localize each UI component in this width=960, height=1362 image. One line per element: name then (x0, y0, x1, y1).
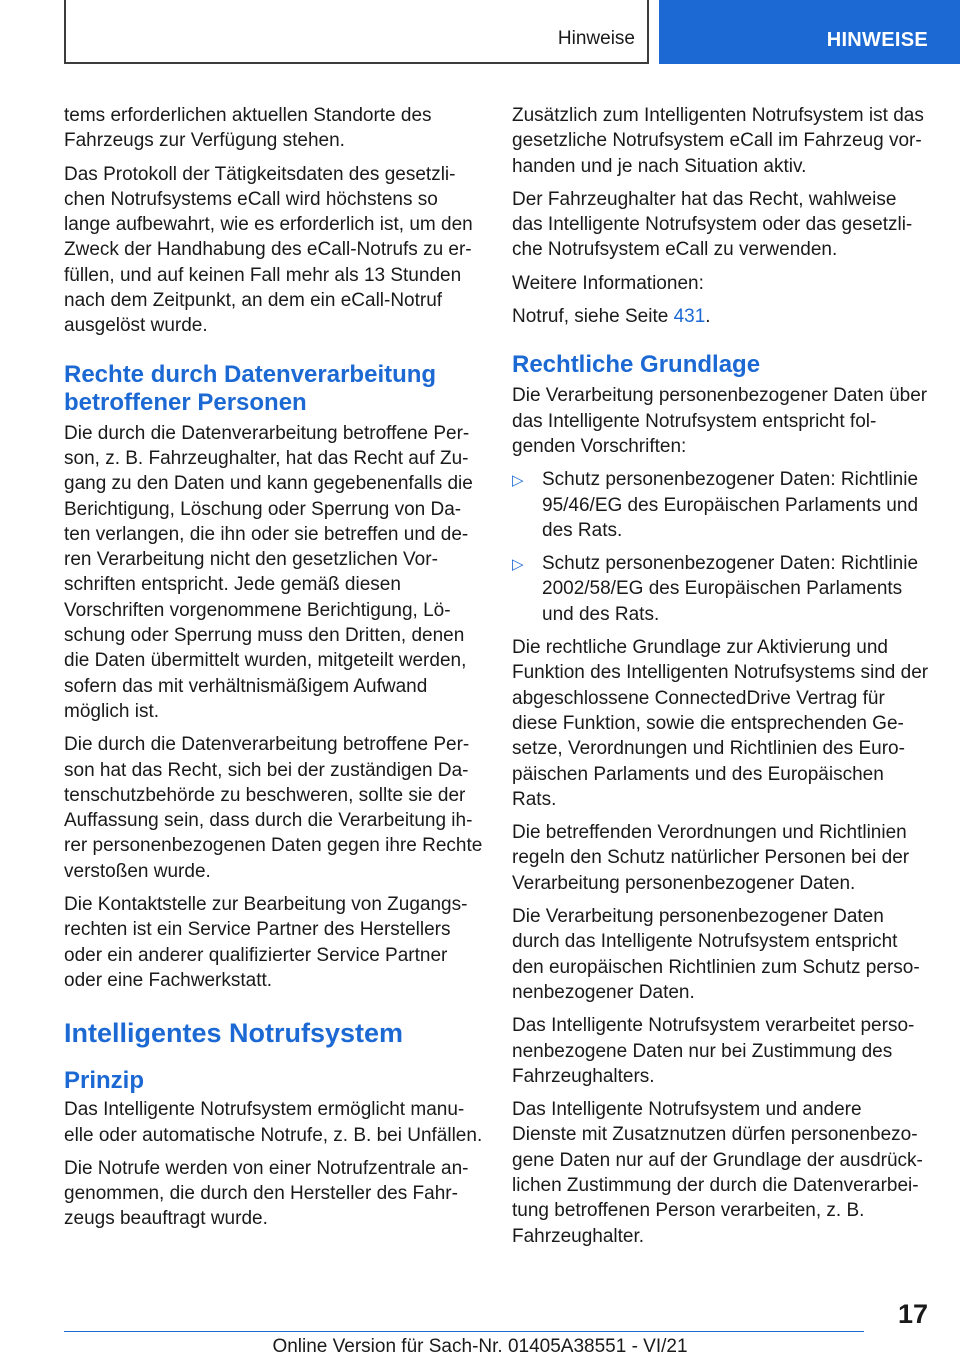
paragraph: Zusätzlich zum Intelligenten Notrufsystem ist das gesetzliche Notrufsystem eCall im Fahrzeug vor-handen und je nach Situation aktiv. (512, 105, 924, 177)
header-section-label: Hinweise (557, 28, 635, 49)
cross-reference (512, 304, 930, 329)
paragraph: Die durch die Datenverarbeitung betroffene Per-son, z. B. Fahrzeughalter, hat das Recht auf Zu-gang zu den Daten und kann gegebenenfalls die Berichtigung, Löschung oder Sperrung von Da-ten verlangen, die ihn oder sie betreffen und de-ren Verarbeitung nicht den gesetzlichen Vor-schriften entspricht. Jede gemäß diesen Vorschriften vorgenommene Berichtigung, Lö-schung oder Sperrung muss den Dritten, denen die Daten übermittelt wurden, mitgeteilt werden, sofern das mit verhältnismäßigem Aufwand möglich ist. (64, 422, 473, 722)
page-number: 17 (897, 1299, 928, 1329)
paragraph: Das Protokoll der Tätigkeitsdaten des gesetzli-chen Notrufsystems eCall wird höchstens so lange aufbewahrt, wie es erforderlich ist, um den Zweck der Handhabung des eCall-Notrufs zu er-füllen, und auf keinen Fall mehr als 13 Stunden nach dem Zeitpunkt, an dem ein eCall-Notruf ausgelöst wurde. (64, 163, 473, 337)
list-item (512, 467, 930, 543)
footer-divider (64, 1331, 864, 1332)
heading-rechtliche-grundlage: Rechtliche Grundlage (512, 351, 761, 379)
right-column (512, 103, 930, 1257)
paragraph: Die Notrufe werden von einer Notrufzentrale an-genommen, die durch den Hersteller des Fahr-zeugs beauftragt wurde. (64, 1157, 469, 1230)
paragraph: Der Fahrzeughalter hat das Recht, wahlweise das Intelligente Notrufsystem oder das gesetzli-che Notrufsystem eCall zu verwenden. (512, 188, 913, 261)
heading-rechte: Rechte durch Datenverarbeitung betroffener Personen (64, 360, 437, 416)
paragraph: Weitere Informationen: (512, 272, 704, 294)
heading-intelligentes-notrufsystem: Intelligentes Notrufsystem (64, 1018, 404, 1049)
list-item-text: Schutz personenbezogener Daten: Richtlinie 95/46/EG des Europäischen Parlaments und des Rats. (542, 469, 919, 541)
triangle-bullet-icon: ▷ (512, 472, 524, 490)
paragraph: Die betreffenden Verordnungen und Richtlinien regeln den Schutz natürlicher Personen bei der Verarbeitung personenbezogener Daten. (512, 822, 910, 894)
bullet-list (512, 467, 930, 627)
header-chapter-label: HINWEISE (826, 29, 928, 51)
header-chapter-tab (659, 0, 960, 64)
footer-online-version: Online Version für Sach-Nr. 01405A38551 - VI/21 (272, 1336, 688, 1357)
paragraph: Die durch die Datenverarbeitung betroffene Per-son hat das Recht, sich bei der zuständigen Da-tenschutzbehörde zu beschweren, sollte sie der Auffassung sein, dass durch die Verarbeitung ih-rer personenbezogenen Daten gegen ihre Rechte verstoßen wurde. (64, 734, 483, 882)
paragraph: Das Intelligente Notrufsystem ermöglicht manu-elle oder automatische Notrufe, z. B. bei Unfällen. (64, 1099, 483, 1146)
list-item-text: Schutz personenbezogener Daten: Richtlinie 2002/58/EG des Europäischen Parlaments und des Rats. (542, 553, 919, 625)
triangle-bullet-icon: ▷ (512, 556, 524, 574)
paragraph: Das Intelligente Notrufsystem verarbeitet perso-nenbezogene Daten nur bei Zustimmung des Fahrzeughalters. (512, 1015, 915, 1087)
paragraph: Die Verarbeitung personenbezogener Daten über das Intelligente Notrufsystem entspricht fol-genden Vorschriften: (512, 385, 928, 457)
paragraph: Die Kontaktstelle zur Bearbeitung von Zugangs-rechten ist ein Service Partner des Herstellers oder ein anderer qualifizierter Service Partner oder eine Fachwerkstatt. (64, 894, 468, 991)
paragraph: tems erforderlichen aktuellen Standorte des Fahrzeugs zur Verfügung stehen. (64, 105, 432, 152)
heading-prinzip: Prinzip (64, 1067, 145, 1095)
paragraph: Das Intelligente Notrufsystem und andere Dienste mit Zusatznutzen dürfen personenbezo-gene Daten nur auf der Grundlage der ausdrück-lichen Zustimmung der durch die Datenverarbei-tung betroffenen Person verarbeiten, z. B. Fahrzeughalter. (512, 1099, 923, 1247)
page-link-431[interactable]: 431 (673, 306, 706, 328)
list-item (512, 551, 930, 627)
cross-reference-end: . (705, 306, 711, 328)
left-column (64, 103, 484, 1240)
header-section-box (64, 0, 649, 64)
paragraph: Die Verarbeitung personenbezogener Daten durch das Intelligente Notrufsystem entspricht den europäischen Richtlinien zum Schutz perso-nenbezogener Daten. (512, 906, 920, 1003)
cross-reference-text: Notruf, siehe Seite (512, 306, 674, 328)
paragraph: Die rechtliche Grundlage zur Aktivierung und Funktion des Intelligenten Notrufsystems sind der abgeschlossene ConnectedDrive Vertrag für diese Funktion, sowie die entsprechenden Ge-setze, Verordnungen und Richtlinien des Euro-päischen Parlaments und des Europäischen Rats. (512, 637, 929, 810)
